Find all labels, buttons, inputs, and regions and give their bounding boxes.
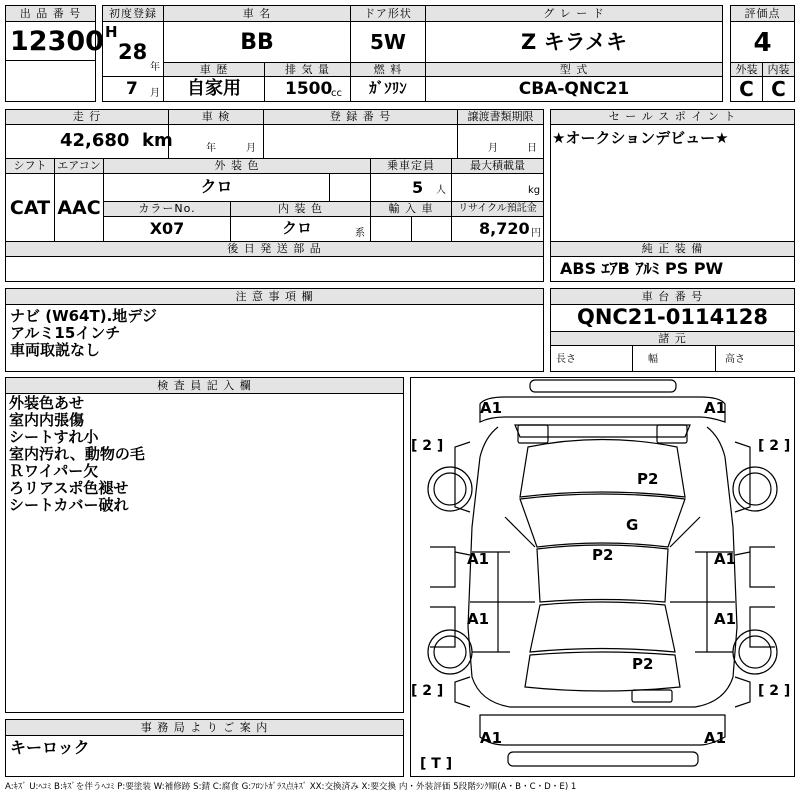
reg-year-unit: 年 [150,62,160,73]
ac: AAC [57,197,101,219]
mileage: 42,680 [60,130,130,151]
mark-a1-door-rear-left: A1 [467,610,490,628]
mark-a1-door-front-left: A1 [467,550,490,568]
mark-p2-hood: P2 [637,470,659,488]
inspector-line: シートすれ小 [9,428,99,446]
notes-lines [10,308,157,359]
inspection-year-unit: 年 [206,143,216,154]
exterior-grade: C [739,77,754,101]
capacity: 5 [412,178,424,197]
first-reg-label: 初度登録 [102,5,164,22]
equipment-label: 純 正 装 備 [550,241,795,257]
chassis-label: 車 台 番 号 [550,288,795,305]
chassis-number: QNC21-0114128 [576,305,769,329]
transfer-day-unit: 日 [527,143,537,154]
mark-a1-top-right: A1 [704,399,727,417]
sales-point-text: ★オークションデビュー★ [552,129,729,147]
width-cell [632,345,716,372]
mark-p2-roof: P2 [592,546,614,564]
ext-color: クロ [200,177,233,196]
car-name: BB [240,30,274,55]
inspector-line: 室内汚れ、動物の毛 [9,445,145,463]
color-no: X07 [149,219,185,238]
inspection-label: 車 検 [168,109,264,125]
capacity-label: 乗車定員 [370,158,452,174]
inspector-line: 外装色あせ [9,394,85,412]
height-label: 高さ [725,354,745,365]
mark-g-windshield: G [626,516,639,534]
legend: A:ｷｽﾞ U:ﾍｺﾐ B:ｷｽﾞを伴うﾍｺﾐ P:要塗装 W:補修跡 S:錆 C:腐食 G:ﾌﾛﾝﾄｶﾞﾗｽ点ｷｽﾞ XX:交換済み X:要交換 内・外装評価 5段階ﾗﾝｸ順(A・B・C・D・E) 1 [5,782,577,792]
grade: Z キラメキ [521,30,627,54]
transfer-month-unit: 月 [488,143,498,154]
score-label: 評価点 [730,5,795,22]
interior-grade: C [771,77,786,101]
model: CBA-QNC21 [518,79,630,99]
width-label: 幅 [648,354,658,365]
reg-no-cell [263,124,458,159]
transfer-label: 譲渡書類期限 [457,109,544,125]
mark-trunk: [ T ] [420,756,453,772]
mark-a1-door-rear-right: A1 [714,610,737,628]
door-label: ドア形状 [350,5,426,22]
score: 4 [753,28,772,58]
displacement-label: 排 気 量 [264,62,351,77]
length-label: 長さ [556,354,576,365]
car-name-label: 車 名 [163,5,351,22]
lot-no-label: 出 品 番 号 [5,5,96,22]
inspector-line: 室内内張傷 [9,411,85,429]
shift-label: シフト [5,158,55,174]
history-label: 車 歴 [163,62,265,77]
recycle-unit: 円 [531,228,541,239]
history: 自家用 [187,78,241,99]
reg-month: 7 [126,79,138,99]
int-color: クロ [282,219,313,237]
mark-p2-rear: P2 [632,655,654,673]
equipment-text: ABS ｴｱB ｱﾙﾐ PS PW [560,259,724,278]
mark-tire-rear-left: [ 2 ] [411,683,444,699]
spec-label: 諸 元 [550,331,795,346]
mark-tire-front-right: [ 2 ] [758,438,791,454]
max-load-label: 最大積載量 [451,158,544,174]
mark-a1-top-left: A1 [480,399,503,417]
sales-point-label: セ ー ル ス ポ イ ン ト [550,109,795,125]
inspector-label: 検 査 員 記 入 欄 [5,377,404,394]
interior-label: 内装 [762,62,795,77]
fuel-label: 燃 料 [350,62,426,77]
mark-a1-bottom-left: A1 [480,729,503,747]
reg-no-label: 登 録 番 号 [263,109,458,125]
car-diagram [410,377,795,777]
recycle: 8,720 [479,219,530,238]
inspector-line: Ｒワイパー欠 [9,462,99,480]
office-label: 事 務 局 よ り ご 案 内 [5,719,404,736]
later-parts-label: 後 日 発 送 部 品 [5,241,544,257]
fuel: ｶﾞｿﾘﾝ [369,79,407,97]
int-color-label: 内 装 色 [230,201,371,217]
mark-a1-bottom-right: A1 [704,729,727,747]
era: H [105,23,118,41]
door: 5W [370,30,406,54]
notes-line: 車両取説なし [10,341,101,359]
exterior-label: 外装 [730,62,763,77]
max-load-unit: kg [528,185,541,196]
ac-label: エアコン [54,158,104,174]
mileage-unit: km [142,130,173,151]
notes-label: 注 意 事 項 欄 [5,288,544,305]
grade-label: グ レ ー ド [425,5,723,22]
inspector-line: ろリアスポ色褪せ [9,479,129,497]
capacity-unit: 人 [436,185,446,196]
inspection-month-unit: 月 [246,143,256,154]
inspector-line: シートカバー破れ [9,496,129,514]
lot-no-blank [5,60,96,102]
import-label: 輸 入 車 [370,201,452,217]
color-no-label: カラーNo. [103,201,231,217]
model-label: 型 式 [425,62,723,77]
lot-no: 12300 [10,26,104,57]
reg-year: 28 [118,40,148,64]
recycle-label: リサイクル預託金 [451,201,544,217]
mark-a1-door-front-right: A1 [714,550,737,568]
mark-tire-rear-right: [ 2 ] [758,683,791,699]
int-color-unit: 系 [355,228,365,239]
import-cell-a [370,216,412,242]
mark-tire-front-left: [ 2 ] [411,438,444,454]
mileage-label: 走 行 [5,109,169,125]
ext-color-sub-cell [329,173,371,202]
notes-line: ナビ (W64T).地デジ [10,307,157,325]
import-cell-b [411,216,452,242]
ext-color-label: 外 装 色 [103,158,371,174]
inspector-lines [9,395,145,514]
displacement-unit: cc [331,88,342,99]
notes-line: アルミ15インチ [10,324,121,342]
displacement: 1500 [285,79,333,99]
shift: CAT [9,197,51,219]
office-text: キーロック [10,738,90,757]
later-parts-cell [5,256,544,282]
reg-month-unit: 月 [150,88,160,99]
